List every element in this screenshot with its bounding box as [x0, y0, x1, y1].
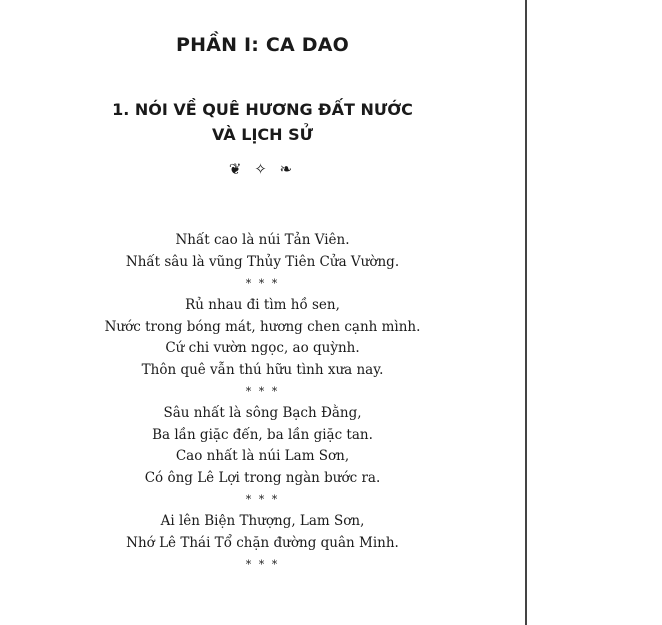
poem-line: Thôn quê vẫn thú hữu tình xưa nay.	[141, 361, 384, 378]
section-title-line-1: 1. NÓI VỀ QUÊ HƯƠNG ĐẤT NƯỚC	[112, 100, 413, 119]
poem-line: Cứ chi vườn ngọc, ao quỳnh.	[165, 340, 360, 356]
poem-line: Nhất cao là núi Tản Viên.	[175, 232, 350, 248]
poem-line: Ai lên Biện Thượng, Lam Sơn,	[160, 513, 365, 529]
poem-stanza	[0, 230, 525, 295]
decorative-ornament-icon	[0, 160, 525, 178]
section-title	[0, 97, 525, 147]
poem-line: Nhất sâu là vũng Thủy Tiên Cửa Vường.	[125, 253, 400, 270]
stanza-separator: * * *	[245, 385, 280, 398]
poem-stanza	[0, 295, 525, 403]
poem-stanza	[0, 511, 525, 576]
poem-stanza	[0, 403, 525, 511]
poem-line: Sâu nhất là sông Bạch Đằng,	[163, 405, 362, 421]
poem-list	[0, 230, 525, 576]
poem-line: Cao nhất là núi Lam Sơn,	[175, 448, 350, 464]
poem-line: Nhớ Lê Thái Tổ chặn đường quân Minh.	[126, 534, 399, 551]
facing-page-margin	[527, 0, 662, 625]
part-title: PHẦN I: CA DAO	[175, 34, 350, 56]
stanza-separator: * * *	[245, 277, 280, 290]
section-title-line-2: VÀ LỊCH SỬ	[212, 125, 313, 144]
poem-line: Nước trong bóng mát, hương chen cạnh mình.	[104, 318, 421, 335]
stanza-separator: * * *	[245, 493, 280, 506]
poem-line: Ba lần giặc đến, ba lần giặc tan.	[152, 426, 373, 443]
ornament-glyphs: ❦ ✧ ❧	[228, 160, 297, 178]
poem-line: Rủ nhau đi tìm hồ sen,	[185, 297, 340, 313]
poem-line: Có ông Lê Lợi trong ngàn bước ra.	[144, 469, 381, 486]
stanza-separator: * * *	[245, 558, 280, 571]
